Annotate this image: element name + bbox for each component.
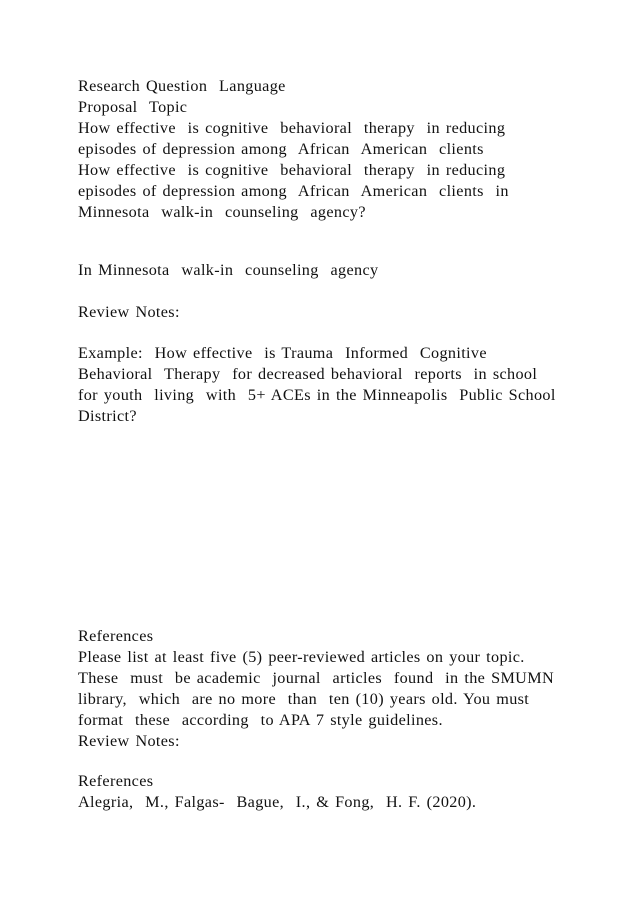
references-instruction-line: format these according to APA 7 style guidelines. xyxy=(78,711,443,729)
references-heading: References xyxy=(78,627,154,645)
question-line: How effective is cognitive behavioral therapy in reducing xyxy=(78,119,506,137)
question-line: episodes of depression among African American clients in xyxy=(78,182,509,200)
references-instruction-line: These must be academic journal articles found in the SMUMN xyxy=(78,669,555,687)
document-subtitle: Proposal Topic xyxy=(78,98,188,116)
document-title: Research Question Language xyxy=(78,77,286,95)
reference-entry: Alegria, M., Falgas- Bague, I., & Fong, H. F. (2020). xyxy=(78,793,477,811)
question-line: Minnesota walk-in counseling agency? xyxy=(78,203,366,221)
question-line: How effective is cognitive behavioral therapy in reducing xyxy=(78,161,506,179)
references-instruction-line: library, which are no more than ten (10) years old. You must xyxy=(78,690,530,708)
review-notes-label: Review Notes: xyxy=(78,732,180,750)
example-line: District? xyxy=(78,407,137,425)
example-line: for youth living with 5+ ACEs in the Minneapolis Public School xyxy=(78,386,556,404)
example-line: Example: How effective is Trauma Informed Cognitive xyxy=(78,344,487,362)
question-line: episodes of depression among African American clients xyxy=(78,140,484,158)
references-instruction-line: Please list at least five (5) peer-reviewed articles on your topic. xyxy=(78,648,525,666)
example-line: Behavioral Therapy for decreased behavioral reports in school xyxy=(78,365,538,383)
review-notes-label: Review Notes: xyxy=(78,303,180,321)
setting-line: In Minnesota walk-in counseling agency xyxy=(78,261,379,279)
references-heading: References xyxy=(78,772,154,790)
